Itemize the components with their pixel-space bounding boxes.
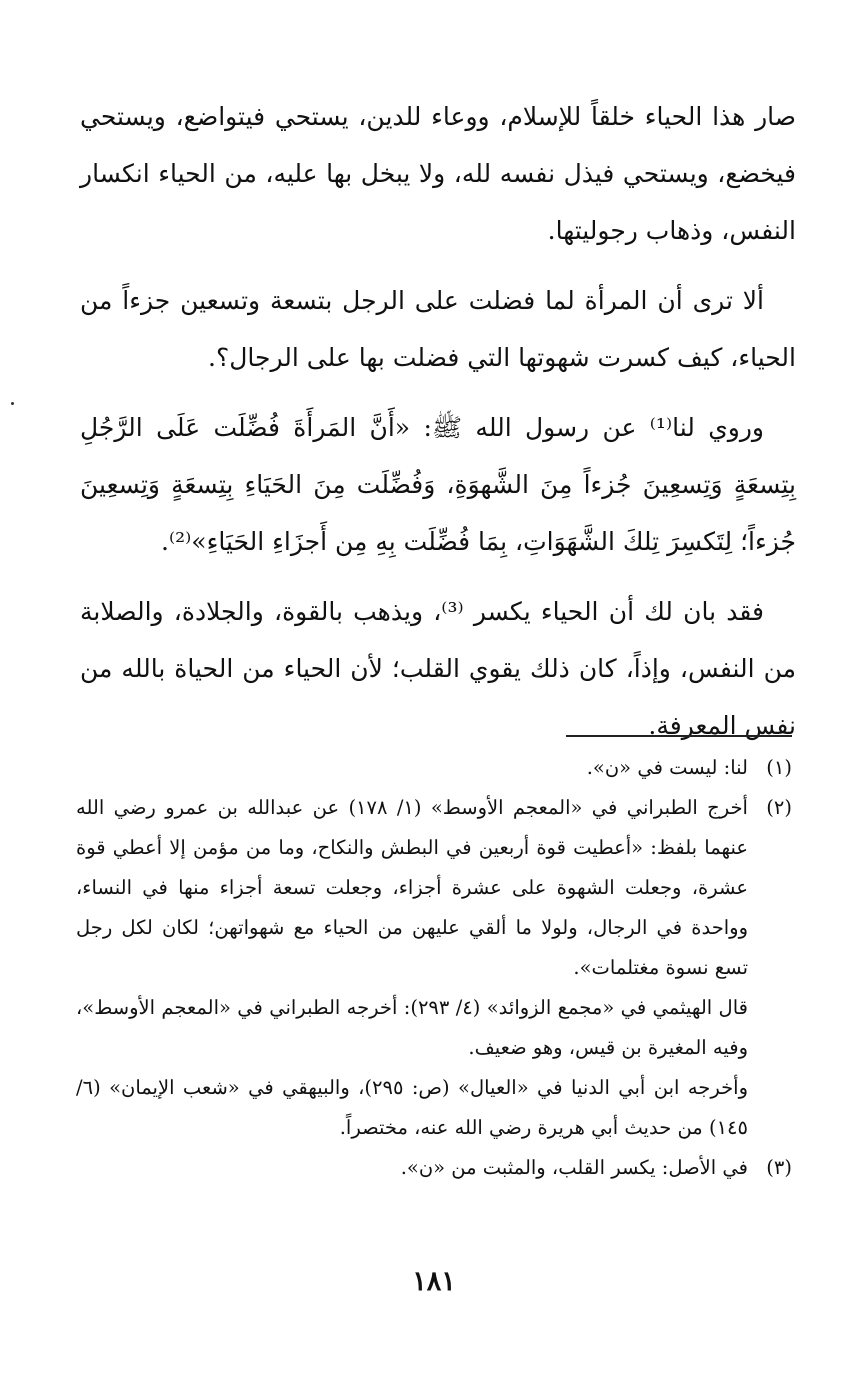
footnote-continuation: وأخرجه ابن أبي الدنيا في «العيال» (ص: ٢٩٥)، والبيهقي في «شعب الإيمان» (٦/ ١٤٥) من حديث أبي هريرة رضي الله عنه، مختصراً. bbox=[76, 1076, 748, 1139]
footnote-number: (١) bbox=[766, 756, 792, 779]
scan-speck bbox=[11, 402, 14, 405]
footnote-number: (٣) bbox=[766, 1156, 792, 1179]
footnote-1 bbox=[76, 748, 792, 788]
footnote-text: لنا: ليست في «ن». bbox=[586, 756, 748, 779]
footnotes-block bbox=[76, 748, 792, 1188]
footnote-number: (٢) bbox=[766, 796, 792, 819]
paragraph-2: ألا ترى أن المرأة لما فضلت على الرجل بتسعة وتسعين جزءاً من الحياء، كيف كسرت شهوتها التي فضلت بها على الرجال؟. bbox=[80, 286, 796, 372]
footnote-separator bbox=[566, 735, 792, 737]
footnote-text: أخرج الطبراني في «المعجم الأوسط» (١/ ١٧٨) عن عبدالله بن عمرو رضي الله عنهما بلفظ: «أعطيت قوة أربعين في البطش والنكاح، وما من مؤمن إلا أعطي قوة عشرة، وجعلت الشهوة على عشرة أجزاء، وجعلت تسعة أجزاء منها في النساء، وواحدة في الرجال، ولولا ما ألقي عليهن من الحياء مع شهواتهن؛ لكان لكل رجل تسع نسوة مغتلمات». bbox=[76, 796, 748, 979]
paragraph-3 bbox=[80, 399, 796, 570]
paragraph-4: فقد بان لك أن الحياء يكسر ⁽³⁾، ويذهب بالقوة، والجلادة، والصلابة من النفس، وإذاً، كان ذلك يقوي القلب؛ لأن الحياء من الحياة بالله من نفس المعرفة. bbox=[80, 597, 796, 740]
paragraph-1: صار هذا الحياء خلقاً للإسلام، ووعاء للدين، يستحي فيتواضع، ويستحي فيخضع، ويستحي فيذل نفسه لله، ولا يبخل بها عليه، من الحياء انكسار النفس، وذهاب رجوليتها. bbox=[80, 102, 796, 245]
footnote-continuation: قال الهيثمي في «مجمع الزوائد» (٤/ ٢٩٣): أخرجه الطبراني في «المعجم الأوسط»، وفيه المغيرة بن قيس، وهو ضعيف. bbox=[76, 996, 748, 1059]
footnote-text: في الأصل: يكسر القلب، والمثبت من «ن». bbox=[400, 1156, 748, 1179]
main-text-block bbox=[80, 88, 796, 767]
hadith-intro: وروي لنا⁽¹⁾ عن رسول الله ﷺ: bbox=[423, 413, 764, 442]
hadith-quote: «أَنَّ المَرأَةَ فُضِّلَت عَلَى الرَّجُلِ بِتِسعَةٍ وَتِسعِينَ جُزءاً مِنَ الشَّهوَةِ، وَفُضِّلَت مِنَ الحَيَاءِ بِتِسعَةٍ وَتِسعِينَ جُزءاً؛ لِتَكسِرَ تِلكَ الشَّهَوَاتِ، بِمَا فُضِّلَت بِهِ مِن أَجزَاءِ الحَيَاءِ»⁽²⁾. bbox=[80, 413, 796, 556]
footnote-2 bbox=[76, 788, 792, 1148]
footnote-3 bbox=[76, 1148, 792, 1188]
page-number: ١٨١ bbox=[412, 1266, 456, 1297]
